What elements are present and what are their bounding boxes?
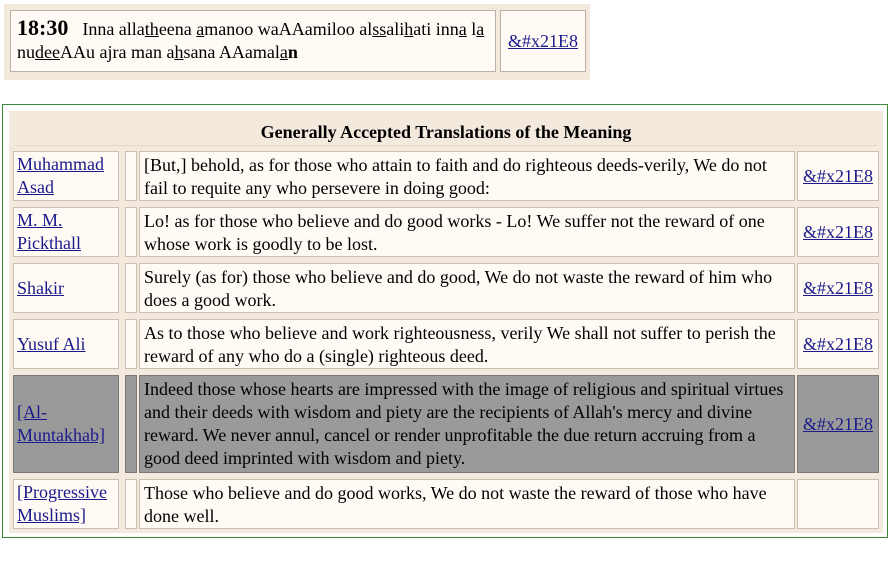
- translator-name-cell: [13, 375, 119, 473]
- transliteration-segment: sana AAamal: [183, 42, 280, 62]
- translation-text: Lo! as for those who believe and do good works - Lo! We suffer not the reward of one whose work is goodly to be lost.: [139, 207, 795, 257]
- translator-name-cell: [13, 479, 119, 529]
- transliteration-segment: manoo waAAamiloo al: [204, 19, 373, 39]
- translator-link[interactable]: Muhammad Asad: [17, 154, 104, 197]
- translator-link[interactable]: Yusuf Ali: [17, 333, 86, 354]
- transliteration-segment: dee: [35, 42, 60, 62]
- verse-panel: [4, 4, 590, 80]
- translation-text: Surely (as for) those who believe and do good, We do not waste the reward of him who does a good work.: [139, 263, 795, 313]
- transliteration-segment: ss: [372, 19, 387, 39]
- transliteration-segment: a: [458, 19, 467, 39]
- transliteration-segment: th: [144, 19, 159, 39]
- transliteration-segment: h: [404, 19, 414, 39]
- translation-row-yusuf-ali: [13, 319, 879, 369]
- translations-table: [9, 111, 883, 533]
- translator-name-cell: [13, 319, 119, 369]
- transliteration-segment: l: [466, 19, 477, 39]
- translator-link[interactable]: [Progressive Muslims]: [17, 482, 107, 525]
- translator-link[interactable]: [Al-Muntakhab]: [17, 402, 105, 445]
- translation-link-cell: [797, 151, 879, 201]
- translator-link[interactable]: M. M. Pickthall: [17, 210, 81, 253]
- translation-arrow-link[interactable]: &#x21E8: [803, 165, 873, 186]
- translation-row-asad: [13, 151, 879, 201]
- translator-name-cell: [13, 263, 119, 313]
- translation-text: As to those who believe and work righteousness, verily We shall not suffer to perish the reward of any who do a (single) righteous deed.: [139, 319, 795, 369]
- verse-arrow-link[interactable]: &#x21E8: [508, 30, 578, 51]
- transliteration-segment: ali: [386, 19, 405, 39]
- translation-row-pickthall: [13, 207, 879, 257]
- transliteration-segment: n: [287, 42, 298, 62]
- verse-transliteration: [17, 19, 484, 62]
- row-spacer: [125, 479, 137, 529]
- translations-title: Generally Accepted Translations of the Meaning: [15, 119, 877, 146]
- row-spacer: [125, 263, 137, 313]
- transliteration-segment: Inna alla: [82, 19, 145, 39]
- translation-row-shakir: [13, 263, 879, 313]
- row-spacer: [125, 319, 137, 369]
- translation-arrow-link[interactable]: &#x21E8: [803, 221, 873, 242]
- transliteration-segment: a: [196, 19, 205, 39]
- verse-transliteration-cell: [10, 10, 496, 72]
- translation-arrow-link[interactable]: &#x21E8: [803, 277, 873, 298]
- transliteration-segment: AAu ajra man a: [59, 42, 175, 62]
- translation-row-progressive-muslims: [13, 479, 879, 529]
- verse-number: 18:30: [17, 15, 69, 40]
- row-spacer: [125, 151, 137, 201]
- translation-link-cell: [797, 375, 879, 473]
- transliteration-segment: a: [476, 19, 485, 39]
- row-spacer: [125, 375, 137, 473]
- row-spacer: [125, 207, 137, 257]
- translation-text: Those who believe and do good works, We do not waste the reward of those who have done well.: [139, 479, 795, 529]
- translation-text: Indeed those whose hearts are impressed with the image of religious and spiritual virtues and their deeds with wisdom and piety are the recipients of Allah's mercy and divine reward. We never annul, cancel or render unprofitable the due return accruing from a good deed imprinted with wisdom and piety.: [139, 375, 795, 473]
- translations-panel: [2, 104, 888, 538]
- translation-text: [But,] behold, as for those who attain to faith and do righteous deeds-verily, We do not fail to requite any who persevere in doing good:: [139, 151, 795, 201]
- translation-link-cell: [797, 479, 879, 529]
- transliteration-segment: ati inn: [413, 19, 459, 39]
- transliteration-segment: a: [279, 42, 288, 62]
- translation-link-cell: [797, 263, 879, 313]
- translation-arrow-link[interactable]: &#x21E8: [803, 413, 873, 434]
- translation-row-al-muntakhab: [13, 375, 879, 473]
- transliteration-segment: nu: [17, 42, 35, 62]
- verse-link-cell: [500, 10, 586, 72]
- translator-link[interactable]: Shakir: [17, 277, 64, 298]
- translator-name-cell: [13, 207, 119, 257]
- translation-arrow-link[interactable]: &#x21E8: [803, 333, 873, 354]
- translation-link-cell: [797, 207, 879, 257]
- translator-name-cell: [13, 151, 119, 201]
- transliteration-segment: h: [174, 42, 184, 62]
- transliteration-segment: eena: [158, 19, 197, 39]
- translation-link-cell: [797, 319, 879, 369]
